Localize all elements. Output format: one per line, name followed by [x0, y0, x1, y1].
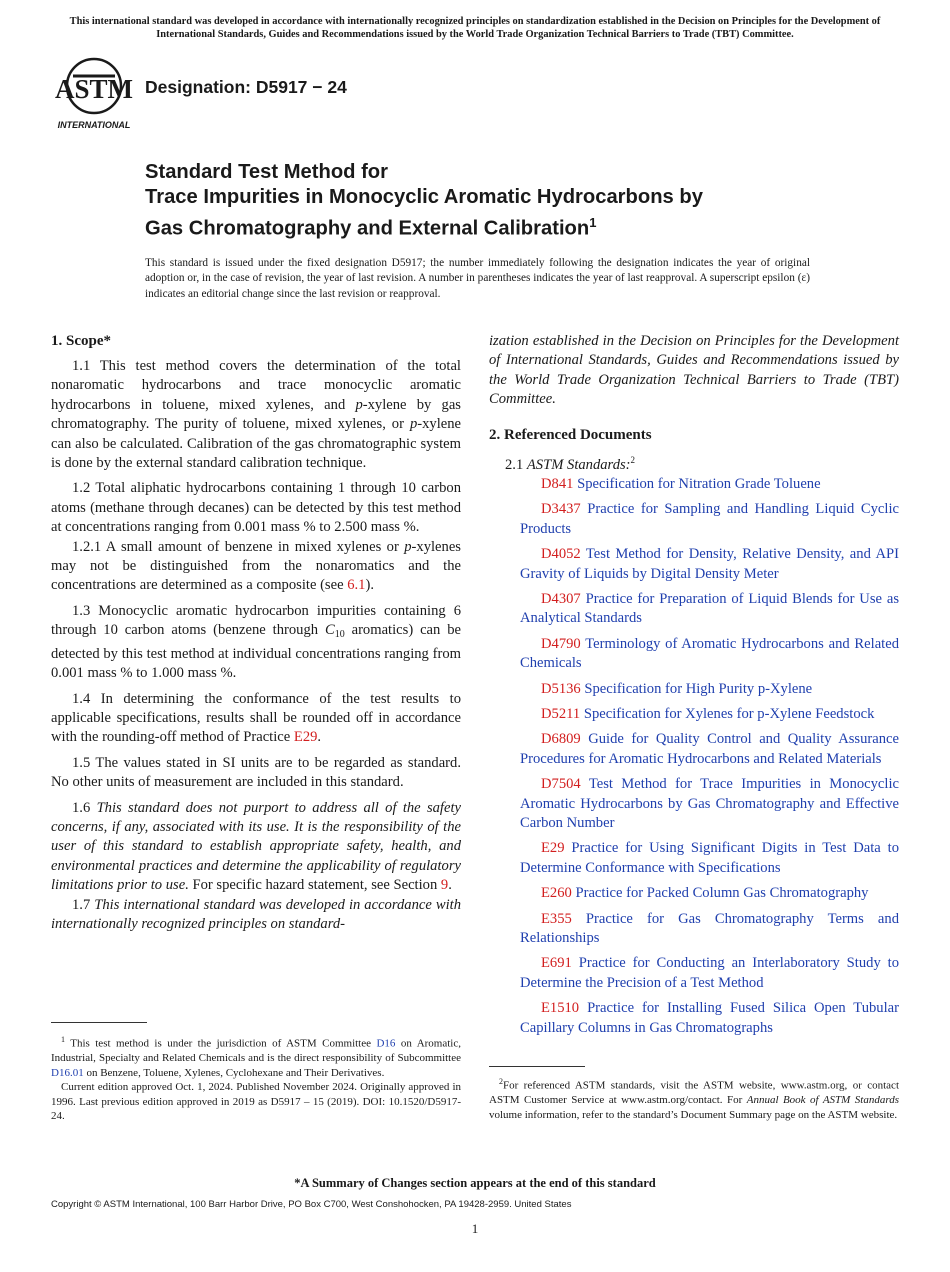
para-1-6: 1.6 This standard does not purport to address all of the safety concerns, if any, associated with its use. It is the responsibility of the user of this standard to establish appropriate safety, health, and environmental practices and determine the applicability of regulatory limitations prior to use. For specific hazard statement, see Section 9.	[51, 799, 461, 894]
reference-code[interactable]: E1510	[541, 1000, 580, 1017]
issued-note: This standard is issued under the fixed designation D5917; the number immediately following the designation indicates the year of original adoption or, in the case of revision, the year of last revision. A number in parentheses indicates the year of last reapproval. A superscript epsilon (ε) indicates an editorial change since the last revision or reapproval.	[145, 257, 810, 300]
reference-item[interactable]	[489, 500, 899, 539]
reference-item[interactable]	[489, 705, 899, 724]
reference-title[interactable]: Practice for Preparation of Liquid Blends for Use as Analytical Standards	[520, 590, 899, 627]
reference-title[interactable]: Specification for Nitration Grade Toluene	[577, 475, 821, 492]
reference-title[interactable]: Practice for Sampling and Handling Liquid Cyclic Products	[520, 501, 899, 537]
reference-item[interactable]	[489, 839, 899, 878]
summary-note: *A Summary of Changes section appears at the end of this standard	[294, 1176, 656, 1190]
reference-list	[489, 475, 899, 1038]
astm-standards-subheading: 2.1 ASTM Standards:$^2$	[505, 454, 636, 473]
right-column	[489, 332, 899, 1044]
reference-item[interactable]	[489, 590, 899, 629]
reference-title[interactable]: Specification for High Purity p-Xylene	[584, 680, 813, 697]
reference-item[interactable]	[489, 730, 899, 769]
reference-title[interactable]: Practice for Installing Fused Silica Open Tubular Capillary Columns in Gas Chromatographs	[520, 1000, 899, 1036]
para-1-2: 1.2 Total aliphatic hydrocarbons containing 1 through 10 carbon atoms (methane through decanes) can be detected by this test method at concentrations ranging from 0.001 mass % to 2.500 mass %.	[51, 480, 461, 536]
referenced-heading: 2. Referenced Documents	[489, 426, 652, 443]
reference-item[interactable]	[489, 545, 899, 584]
document-title: Standard Test Method for Trace Impurities in Monocyclic Aromatic Hydrocarbons by Gas Chromatography and External Calibration$^1$	[145, 161, 703, 240]
reference-item[interactable]	[489, 680, 899, 699]
reference-code[interactable]: D7504	[541, 776, 581, 793]
reference-title[interactable]: Test Method for Trace Impurities in Monocyclic Aromatic Hydrocarbons by Gas Chromatography and Effective Carbon Number	[520, 776, 899, 831]
reference-code[interactable]: E691	[541, 955, 572, 972]
reference-title[interactable]: Test Method for Density, Relative Density, and API Gravity of Liquids by Digital Density Meter	[520, 546, 900, 582]
standard-link[interactable]: E29	[293, 729, 318, 746]
left-column	[51, 332, 461, 940]
para-1-1: 1.1 This test method covers the determination of the total nonaromatic hydrocarbons and trace monocyclic aromatic hydrocarbons in toluene, mixed xylenes, and p-xylene by gas chromatography. The purity of toluene, mixed xylenes, or p-xylene can also be calculated. Calibration of the gas chromatographic system is done by the external standard calibration technique.	[51, 358, 461, 472]
designation: Designation: D5917 − 24	[145, 77, 347, 97]
para-1-2-1: 1.2.1 A small amount of benzene in mixed xylenes or p-xylenes may not be distinguished from the nonaromatics and the concentrations are determined as a composite (see 6.1).	[51, 538, 461, 594]
footnote-2: $^2$For referenced ASTM standards, visit the ASTM website, www.astm.org, or contact ASTM Customer Service at www.astm.org/contact. For Annual Book of ASTM Standards volume information, refer to the standard’s Document Summary page on the ASTM website.	[489, 1077, 899, 1121]
reference-item[interactable]	[489, 475, 899, 494]
reference-item[interactable]	[489, 999, 899, 1038]
page-number: 1	[471, 1221, 479, 1236]
footnote-divider	[51, 1022, 147, 1023]
reference-item[interactable]	[489, 954, 899, 993]
copyright: Copyright © ASTM International, 100 Barr Harbor Drive, PO Box C700, West Conshohocken, PA 19428-2959. United States	[51, 1199, 572, 1210]
reference-item[interactable]	[489, 910, 899, 949]
reference-item[interactable]	[489, 775, 899, 833]
committee-link[interactable]: D16	[376, 1037, 396, 1050]
reference-code[interactable]: D841	[541, 475, 574, 492]
subcommittee-link[interactable]: D16.01	[51, 1066, 84, 1079]
reference-item[interactable]	[489, 635, 899, 674]
reference-code[interactable]: D4307	[541, 590, 581, 607]
svg-text:ASTM: ASTM	[54, 74, 134, 104]
reference-title[interactable]: Practice for Packed Column Gas Chromatography	[575, 885, 869, 902]
para-1-5: 1.5 The values stated in SI units are to be regarded as standard. No other units of measurement are included in this standard.	[51, 754, 461, 791]
reference-code[interactable]: D5211	[541, 705, 581, 722]
para-1-3: 1.3 Monocyclic aromatic hydrocarbon impurities containing 6 through 10 carbon atoms (benzene through $C_{10}$ aromatics) can be detected by this test method at individual concentrations ranging from 0.001 mass % to 1.000 mass %.	[51, 602, 461, 682]
reference-code[interactable]: D6809	[541, 731, 581, 748]
para-1-7-continued: ization established in the Decision on Principles for the Development of International Standards, Guides and Recommendations issued by the World Trade Organization Technical Barriers to Trade (TBT) Committee.	[489, 333, 899, 408]
scope-heading: 1. Scope*	[51, 333, 111, 349]
reference-title[interactable]: Practice for Conducting an Interlaboratory Study to Determine the Precision of a Test Method	[520, 955, 899, 991]
header-notice: This international standard was developed in accordance with internationally recognized principles on standardization established in the Decision on Principles for the Development of International Standards, Guides and Recommendations issued by the World Trade Organization Technical Barriers to Trade (TBT) Committee.	[69, 16, 881, 40]
para-1-4: 1.4 In determining the conformance of the test results to applicable specifications, results shall be rounded off in accordance with the rounding-off method of Practice E29.	[51, 690, 461, 746]
reference-code[interactable]: E260	[541, 885, 572, 902]
reference-title[interactable]: Specification for Xylenes for p-Xylene Feedstock	[583, 705, 875, 722]
reference-title[interactable]: Practice for Using Significant Digits in Test Data to Determine Conformance with Specifications	[520, 840, 899, 876]
reference-title[interactable]: Guide for Quality Control and Quality Assurance Procedures for Aromatic Hydrocarbons and Related Materials	[520, 731, 899, 767]
reference-code[interactable]: E29	[541, 840, 565, 857]
reference-code[interactable]: D4790	[541, 635, 581, 652]
footnote-divider	[489, 1066, 585, 1067]
astm-logo	[53, 56, 135, 132]
reference-code[interactable]: D4052	[541, 546, 581, 563]
reference-title[interactable]: Terminology of Aromatic Hydrocarbons and Related Chemicals	[520, 635, 899, 672]
para-1-7: 1.7 This international standard was developed in accordance with internationally recognized principles on standard-	[51, 896, 462, 932]
reference-item[interactable]	[489, 884, 899, 903]
reference-code[interactable]: D3437	[541, 501, 581, 518]
footnote-1: $^1$ This test method is under the jurisdiction of ASTM Committee D16 on Aromatic, Industrial, Specialty and Related Chemicals and is the direct responsibility of Subcommittee D16.01 on Benzene, Toluene, Xylenes, Cyclohexane and Their Derivatives. Current edition approved Oct. 1, 2024. Published November 2024. Originally approved in 1996. Last previous edition approved in 2019 as D5917 – 15 (2019). DOI: 10.1520/D5917-24.	[51, 1035, 461, 1123]
reference-code[interactable]: D5136	[541, 680, 581, 697]
reference-code[interactable]: E355	[541, 910, 572, 927]
svg-text:INTERNATIONAL: INTERNATIONAL	[57, 120, 131, 130]
section-link[interactable]: 6.1	[347, 577, 366, 594]
section-link[interactable]: 9	[440, 877, 449, 894]
reference-title[interactable]: Practice for Gas Chromatography Terms and Relationships	[520, 910, 899, 947]
